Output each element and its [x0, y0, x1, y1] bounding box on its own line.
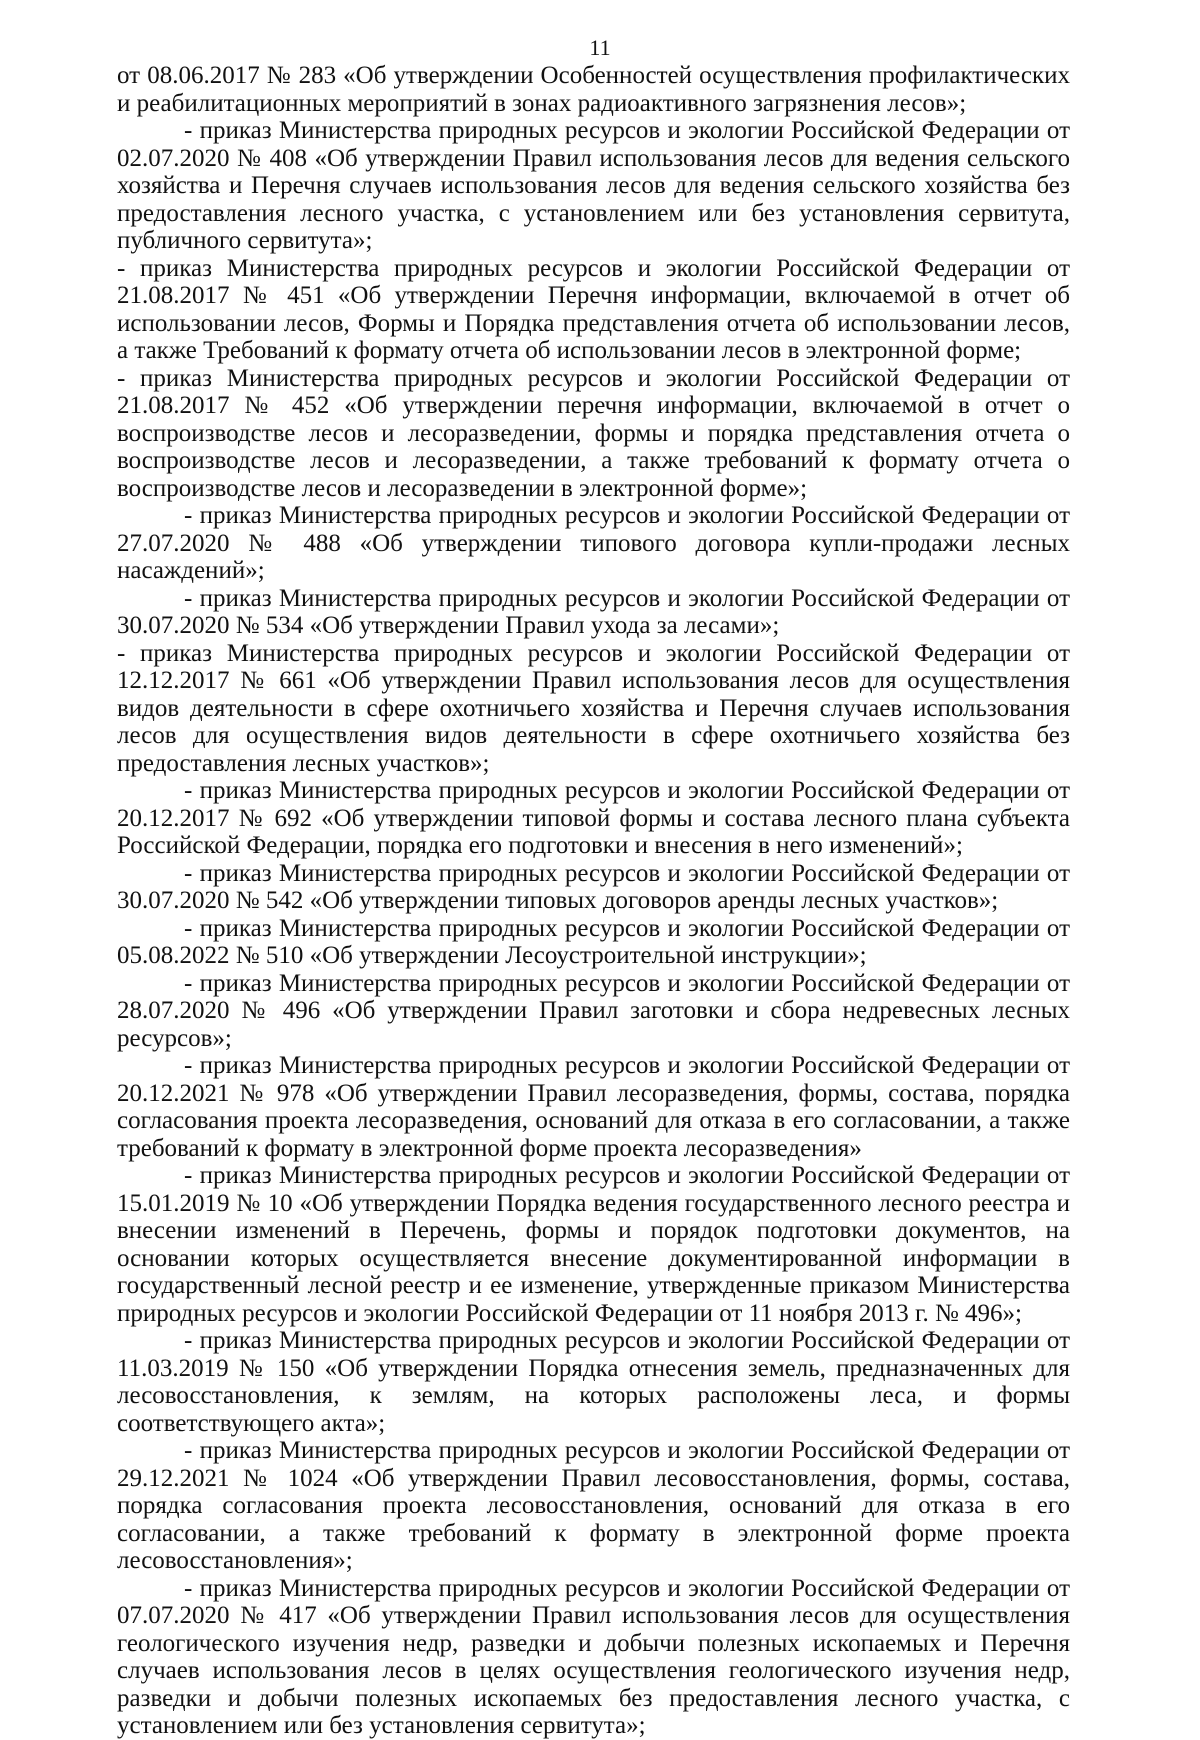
document-body	[117, 62, 1070, 1740]
paragraph-order-661: - приказ Министерства природных ресурсов и экологии Российской Федерации от 12.12.2017 № 661 «Об утверждении Правил использования лесов для осуществления видов деятельности в сфере охотничьего хозяйства и Перечня случаев использования лесов для осуществления видов деятельности в сфере охотничьего хозяйства без предоставления лесных участков»;	[117, 639, 1070, 777]
paragraph-order-488: - приказ Министерства природных ресурсов и экологии Российской Федерации от 27.07.2020 № 488 «Об утверждении типового договора купли-продажи лесных насаждений»;	[117, 502, 1070, 584]
paragraph-order-978: - приказ Министерства природных ресурсов и экологии Российской Федерации от 20.12.2021 № 978 «Об утверждении Правил лесоразведения, формы, состава, порядка согласования проекта лесоразведения, оснований для отказа в его согласовании, а также требований к формату в электронной форме проекта лесоразведения»	[117, 1052, 1070, 1162]
paragraph-order-150: - приказ Министерства природных ресурсов и экологии Российской Федерации от 11.03.2019 № 150 «Об утверждении Порядка отнесения земель, предназначенных для лесовосстановления, к землям, на которых расположены леса, и формы соответствующего акта»;	[117, 1327, 1070, 1437]
page-number: 11	[589, 35, 611, 60]
paragraph-order-496: - приказ Министерства природных ресурсов и экологии Российской Федерации от 28.07.2020 № 496 «Об утверждении Правил заготовки и сбора недревесных лесных ресурсов»;	[117, 969, 1070, 1052]
paragraph-order-542: - приказ Министерства природных ресурсов и экологии Российской Федерации от 30.07.2020 № 542 «Об утверждении типовых договоров аренды лесных участков»;	[117, 859, 1070, 914]
paragraph-order-1024: - приказ Министерства природных ресурсов и экологии Российской Федерации от 29.12.2021 № 1024 «Об утверждении Правил лесовосстановления, формы, состава, порядка согласования проекта лесовосстановления, оснований для отказа в его согласовании, а также требований к формату в электронной форме проекта лесовосстановления»;	[117, 1437, 1070, 1574]
paragraph-order-510: - приказ Министерства природных ресурсов и экологии Российской Федерации от 05.08.2022 № 510 «Об утверждении Лесоустроительной инструкции»;	[117, 914, 1070, 969]
paragraph-order-451: - приказ Министерства природных ресурсов и экологии Российской Федерации от 21.08.2017 № 451 «Об утверждении Перечня информации, включаемой в отчет об использовании лесов, Формы и Порядка представления отчета об использовании лесов, а также Требований к формату отчета об использовании лесов в электронной форме;	[117, 254, 1070, 364]
paragraph-order-692: - приказ Министерства природных ресурсов и экологии Российской Федерации от 20.12.2017 № 692 «Об утверждении типовой формы и состава лесного плана субъекта Российской Федерации, порядка его подготовки и внесения в него изменений»;	[117, 777, 1070, 859]
paragraph-order-408: - приказ Министерства природных ресурсов и экологии Российской Федерации от 02.07.2020 № 408 «Об утверждении Правил использования лесов для ведения сельского хозяйства и Перечня случаев использования лесов для ведения сельского хозяйства без предоставления лесного участка, с установлением или без установления сервитута, публичного сервитута»;	[117, 117, 1070, 254]
paragraph-order-10: - приказ Министерства природных ресурсов и экологии Российской Федерации от 15.01.2019 № 10 «Об утверждении Порядка ведения государственного лесного реестра и внесении изменений в Перечень, формы и порядок подготовки документов, на основании которых осуществляется внесение документированной информации в государственный лесной реестр и ее изменение, утвержденные приказом Министерства природных ресурсов и экологии Российской Федерации от 11 ноября 2013 г. № 496»;	[117, 1162, 1070, 1327]
paragraph-order-283-end: от 08.06.2017 № 283 «Об утверждении Особенностей осуществления профилактических и реабилитационных мероприятий в зонах радиоактивного загрязнения лесов»;	[117, 62, 1070, 117]
paragraph-order-417: - приказ Министерства природных ресурсов и экологии Российской Федерации от 07.07.2020 № 417 «Об утверждении Правил использования лесов для осуществления геологического изучения недр, разведки и добычи полезных ископаемых и Перечня случаев использования лесов в целях осуществления геологического изучения недр, разведки и добычи полезных ископаемых без предоставления лесного участка, с установлением или без установления сервитута»;	[117, 1574, 1070, 1739]
paragraph-order-452: - приказ Министерства природных ресурсов и экологии Российской Федерации от 21.08.2017 № 452 «Об утверждении перечня информации, включаемой в отчет о воспроизводстве лесов и лесоразведении, формы и порядка представления отчета о воспроизводстве лесов и лесоразведении, а также требований к формату отчета о воспроизводстве лесов и лесоразведении в электронной форме»;	[117, 364, 1070, 502]
paragraph-order-534: - приказ Министерства природных ресурсов и экологии Российской Федерации от 30.07.2020 № 534 «Об утверждении Правил ухода за лесами»;	[117, 584, 1070, 639]
